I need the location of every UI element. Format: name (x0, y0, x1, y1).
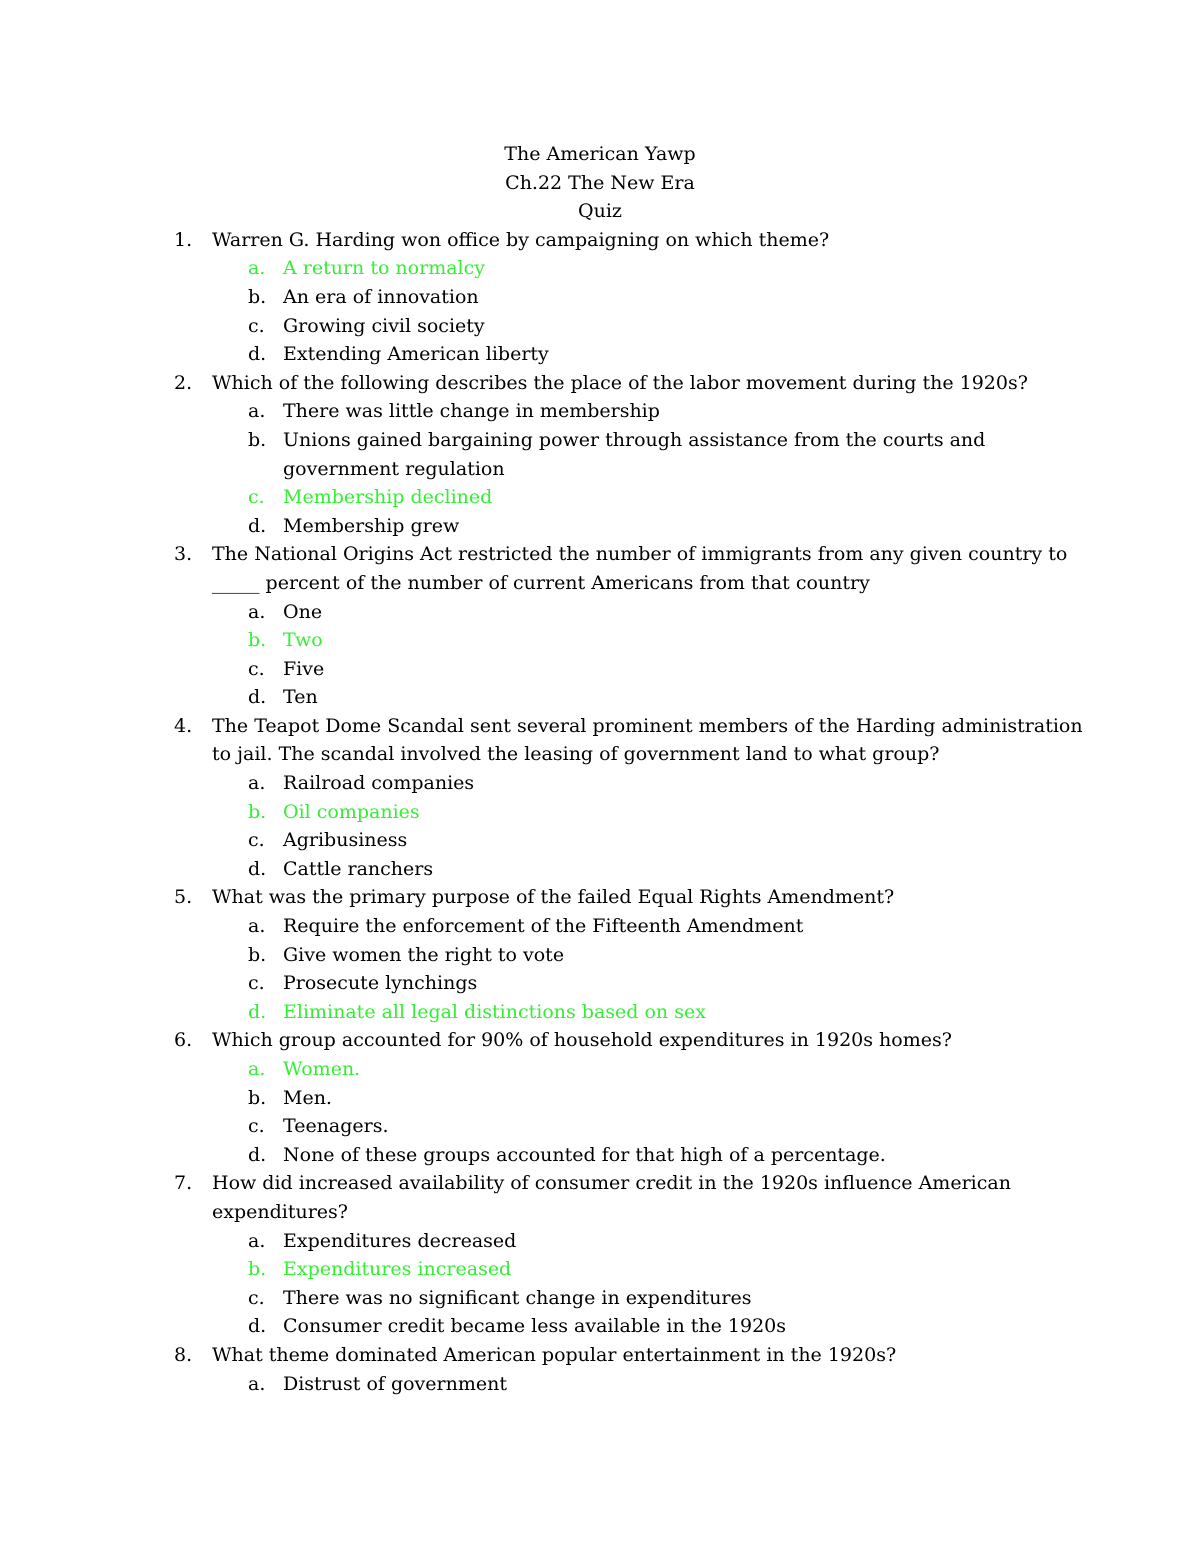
answer-option (0, 1284, 1200, 1313)
question-text-line (0, 540, 1200, 569)
option-text: Ten (283, 686, 318, 709)
option-letter: b. (248, 1258, 267, 1281)
option-text: None of these groups accounted for that high of a percentage. (283, 1143, 886, 1166)
question-number: 8. (174, 1343, 193, 1366)
option-letter: b. (248, 629, 267, 652)
question-number: 3. (174, 543, 193, 566)
option-text: A return to normalcy (283, 257, 485, 280)
option-text: Railroad companies (283, 772, 475, 795)
answer-option (0, 598, 1200, 627)
answer-option (0, 340, 1200, 369)
answer-option (0, 455, 1200, 484)
option-text: Cattle ranchers (283, 857, 434, 880)
question-text: Warren G. Harding won office by campaigning on which theme? (212, 228, 830, 251)
answer-option-correct (0, 626, 1200, 655)
option-letter: a. (248, 1229, 266, 1252)
option-letter: a. (248, 1058, 266, 1080)
option-text: Prosecute lynchings (283, 972, 478, 995)
question-item (0, 1026, 1200, 1169)
question-item (0, 712, 1200, 884)
answer-option (0, 941, 1200, 970)
question-number: 4. (174, 714, 193, 737)
option-text: Men. (283, 1086, 332, 1109)
option-letter: d. (248, 1315, 267, 1338)
question-number: 7. (174, 1172, 193, 1195)
option-letter: a. (248, 915, 266, 938)
answer-option (0, 769, 1200, 798)
option-letter: a. (248, 257, 266, 280)
option-text: Eliminate all legal distinctions based on sex (283, 1000, 706, 1023)
answer-option (0, 1141, 1200, 1170)
answer-option-correct (0, 798, 1200, 827)
option-letter: b. (248, 1086, 267, 1109)
question-text: expenditures? (212, 1200, 348, 1223)
question-text: The National Origins Act restricted the number of immigrants from any given country to (212, 543, 1068, 566)
answer-option (0, 512, 1200, 541)
question-text-line (0, 1169, 1200, 1198)
option-letter: b. (248, 285, 267, 308)
question-item (0, 883, 1200, 1026)
option-text: Extending American liberty (283, 343, 549, 366)
answer-option (0, 426, 1200, 455)
option-letter: d. (248, 857, 267, 880)
option-letter: c. (248, 486, 265, 509)
option-text: Expenditures increased (283, 1258, 512, 1281)
answer-option (0, 1112, 1200, 1141)
option-text: There was little change in membership (283, 400, 660, 423)
question-text-line (0, 1198, 1200, 1227)
answer-option (0, 1312, 1200, 1341)
option-letter: d. (248, 686, 267, 709)
document-title: The American Yawp (504, 143, 696, 165)
question-text-line (0, 883, 1200, 912)
answer-option-correct (0, 1055, 1200, 1084)
option-letter: d. (248, 514, 267, 537)
option-text: An era of innovation (283, 285, 479, 308)
question-list (0, 226, 1200, 1398)
question-text-line (0, 369, 1200, 398)
answer-option (0, 1084, 1200, 1113)
answer-option-correct (0, 1255, 1200, 1284)
option-text: One (283, 600, 323, 623)
option-letter: a. (248, 1372, 266, 1395)
answer-option (0, 969, 1200, 998)
option-letter: c. (248, 972, 265, 995)
question-text-line (0, 1341, 1200, 1370)
question-text: The Teapot Dome Scandal sent several prominent members of the Harding administration (212, 714, 1083, 737)
option-text: Growing civil society (283, 314, 485, 337)
option-text: There was no significant change in expenditures (283, 1286, 752, 1309)
chapter-title: Ch.22 The New Era (505, 171, 695, 194)
quiz-label: Quiz (578, 200, 622, 223)
quiz-document (0, 140, 1200, 1398)
answer-option-correct (0, 483, 1200, 512)
question-text-line (0, 226, 1200, 255)
question-text: How did increased availability of consumer credit in the 1920s influence American (212, 1172, 1011, 1195)
answer-option (0, 855, 1200, 884)
option-text: Five (283, 657, 325, 680)
question-text-line (0, 712, 1200, 741)
question-text-line (0, 569, 1200, 598)
answer-option (0, 1370, 1200, 1399)
option-letter: b. (248, 943, 267, 966)
option-text: Require the enforcement of the Fifteenth Amendment (283, 915, 804, 938)
question-text: Which of the following describes the place of the labor movement during the 1920s? (212, 371, 1028, 394)
option-text: Distrust of government (283, 1372, 507, 1395)
option-text: Two (283, 629, 323, 652)
answer-option (0, 912, 1200, 941)
option-text: Teenagers. (283, 1115, 389, 1138)
question-text: What was the primary purpose of the failed Equal Rights Amendment? (212, 886, 895, 909)
question-item (0, 226, 1200, 369)
answer-option (0, 397, 1200, 426)
answer-option (0, 312, 1200, 341)
option-letter: b. (248, 800, 267, 823)
option-text: Membership grew (283, 514, 460, 537)
option-letter: c. (248, 657, 265, 680)
option-letter: b. (248, 428, 267, 451)
option-text: Give women the right to vote (283, 943, 565, 966)
question-number: 6. (174, 1029, 193, 1052)
option-letter: c. (248, 314, 265, 337)
question-number: 2. (174, 371, 193, 394)
question-item (0, 369, 1200, 541)
option-letter: d. (248, 1143, 267, 1166)
question-text: _____ percent of the number of current Americans from that country (212, 571, 870, 594)
question-item (0, 540, 1200, 712)
answer-option-correct (0, 998, 1200, 1027)
answer-option (0, 826, 1200, 855)
question-text: Which group accounted for 90% of household expenditures in 1920s homes? (212, 1029, 952, 1052)
option-text: Consumer credit became less available in the 1920s (283, 1315, 787, 1338)
option-text: Expenditures decreased (283, 1229, 517, 1252)
option-text: Membership declined (283, 486, 493, 509)
question-item (0, 1341, 1200, 1398)
question-item (0, 1169, 1200, 1341)
question-text: What theme dominated American popular entertainment in the 1920s? (212, 1343, 897, 1366)
option-letter: c. (248, 829, 265, 852)
question-number: 5. (174, 886, 193, 909)
option-text: government regulation (283, 457, 505, 480)
option-letter: c. (248, 1286, 265, 1309)
option-text: Unions gained bargaining power through assistance from the courts and (283, 428, 986, 451)
question-text-line (0, 1026, 1200, 1055)
option-text: Agribusiness (283, 829, 408, 852)
option-letter: a. (248, 600, 266, 623)
option-text: Women. (283, 1058, 361, 1080)
answer-option (0, 283, 1200, 312)
option-letter: a. (248, 400, 266, 423)
answer-option (0, 683, 1200, 712)
answer-option-correct (0, 254, 1200, 283)
answer-option (0, 655, 1200, 684)
question-number: 1. (174, 228, 193, 251)
option-letter: c. (248, 1115, 265, 1138)
question-text-line (0, 740, 1200, 769)
answer-option (0, 1227, 1200, 1256)
question-text: to jail. The scandal involved the leasing of government land to what group? (212, 743, 940, 766)
option-text: Oil companies (283, 800, 420, 823)
option-letter: a. (248, 772, 266, 795)
option-letter: d. (248, 343, 267, 366)
option-letter: d. (248, 1000, 267, 1023)
